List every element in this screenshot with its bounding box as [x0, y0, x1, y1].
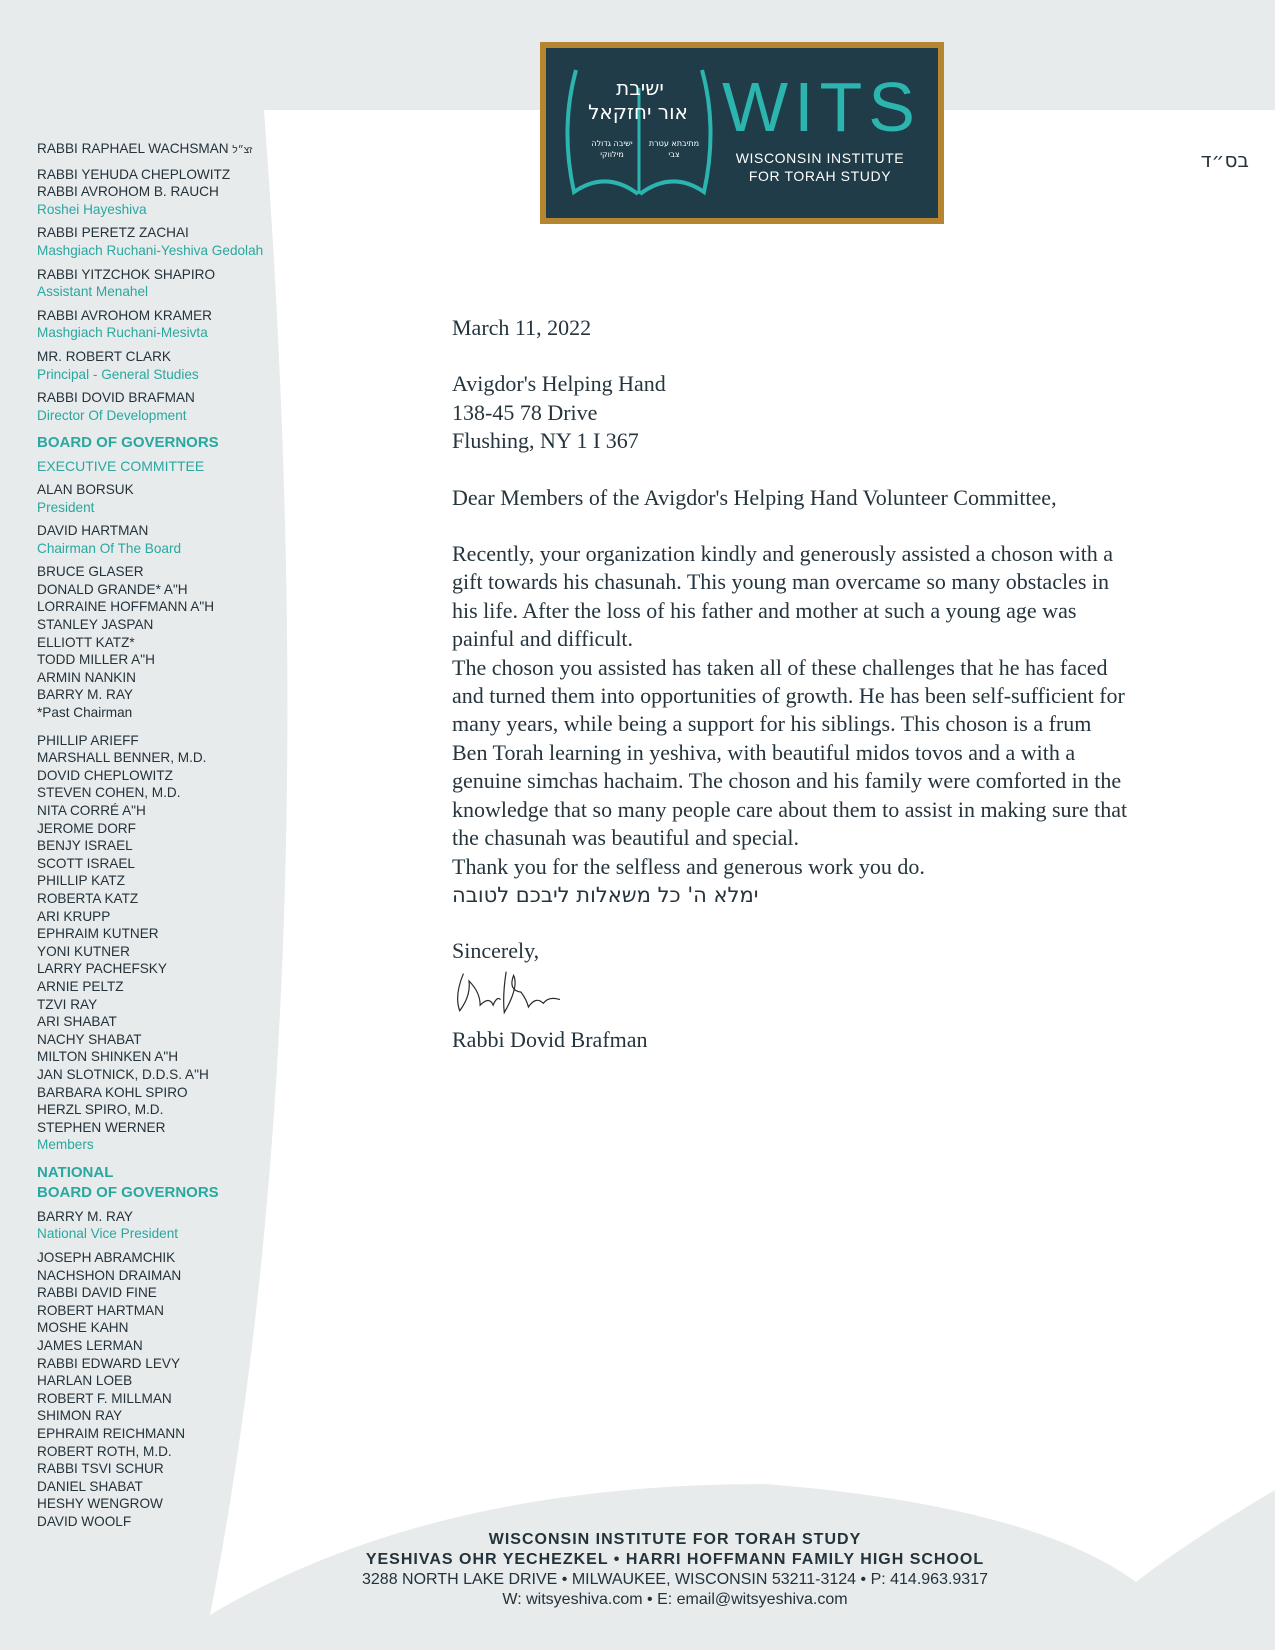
person-role: Assistant Menahel — [37, 284, 149, 300]
person-name: DAVID WOOLF — [37, 1513, 132, 1529]
founder-honorific: זצ״ל — [232, 145, 253, 156]
roster-entry — [37, 389, 297, 424]
logo-hebrew-line-1: ישיבת — [616, 76, 664, 100]
letter-date: March 11, 2022 — [452, 315, 592, 340]
roster-entry — [37, 166, 297, 219]
person-name: RABBI TSVI SCHUR — [37, 1461, 164, 1477]
person-name: RABBI DOVID BRAFMAN — [37, 390, 195, 406]
national-vp-name: BARRY M. RAY — [37, 1208, 133, 1224]
person-name: RABBI AVROHOM B. RAUCH — [37, 184, 219, 200]
person-name: DANIEL SHABAT — [37, 1478, 143, 1494]
executive-heading: EXECUTIVE COMMITTEE — [37, 458, 205, 475]
founder-entry — [37, 140, 297, 160]
recipient-line-2: 138-45 78 Drive — [452, 399, 598, 425]
person-role: Mashgiach Ruchani-Yeshiva Gedolah — [37, 242, 264, 258]
person-name: DOVID CHEPLOWITZ — [37, 767, 173, 783]
past-chairmen-list — [37, 563, 297, 704]
person-name: LARRY PACHEFSKY — [37, 961, 167, 977]
footer-address: 3288 NORTH LAKE DRIVE • MILWAUKEE, WISCONSIN 53211-3124 • P: 414.963.9317 — [362, 1571, 988, 1588]
signer-name: Rabbi Dovid Brafman — [452, 1026, 648, 1052]
person-name: SHIMON RAY — [37, 1408, 123, 1424]
person-name: ELLIOTT KATZ* — [37, 634, 135, 650]
national-heading-2: BOARD OF GOVERNORS — [37, 1183, 219, 1201]
person-name: PHILLIP KATZ — [37, 873, 125, 889]
recipient-line-1: Avigdor's Helping Hand — [452, 371, 666, 397]
person-name: ROBERT ROTH, M.D. — [37, 1443, 172, 1459]
person-name: MILTON SHINKEN A"H — [37, 1049, 179, 1065]
person-role: Roshei Hayeshiva — [37, 201, 147, 217]
board-heading: BOARD OF GOVERNORS — [37, 434, 219, 452]
national-heading-1: NATIONAL — [37, 1163, 114, 1181]
hebrew-blessing: ימלא ה' כל משאלות ליבכם לטובה — [452, 882, 759, 907]
logo-wordmark: WITS — [722, 68, 921, 146]
person-name: JAMES LERMAN — [37, 1338, 143, 1354]
person-name: ROBERTA KATZ — [37, 890, 139, 906]
footer-web-email: W: witsyeshiva.com • E: email@witsyeshiva.com — [502, 1591, 848, 1608]
person-name: BENJY ISRAEL — [37, 838, 133, 854]
person-name: TZVI RAY — [37, 996, 98, 1012]
person-name: HERZL SPIRO, M.D. — [37, 1102, 164, 1118]
person-name: NACHY SHABAT — [37, 1031, 142, 1047]
letterhead-footer — [290, 1530, 1060, 1610]
recipient-line-3: Flushing, NY 1 I 367 — [452, 428, 639, 454]
person-name: JAN SLOTNICK, D.D.S. A"H — [37, 1066, 209, 1082]
person-name: NACHSHON DRAIMAN — [37, 1267, 182, 1283]
person-name: BRUCE GLASER — [37, 564, 144, 580]
roster-entry — [37, 522, 297, 557]
roster-entry — [37, 266, 297, 301]
roster-entry — [37, 307, 297, 342]
person-name: RABBI YITZCHOK SHAPIRO — [37, 266, 216, 282]
person-name: TODD MILLER A"H — [37, 652, 155, 668]
person-name: EPHRAIM REICHMANN — [37, 1426, 186, 1441]
person-name: ARNIE PELTZ — [37, 978, 124, 994]
person-name: STEVEN COHEN, M.D. — [37, 785, 181, 801]
person-name: ALAN BORSUK — [37, 481, 134, 497]
thanks-line: Thank you for the selfless and generous work you do. — [452, 853, 925, 879]
person-name: NITA CORRÉ A"H — [37, 803, 146, 818]
logo-hebrew-line-2: אור יחזקאל — [588, 100, 688, 124]
executive-list — [37, 481, 297, 557]
person-role: President — [37, 499, 95, 515]
national-vp-entry — [37, 1208, 297, 1243]
wits-logo — [540, 42, 944, 224]
person-name: RABBI PERETZ ZACHAI — [37, 225, 189, 241]
person-name: YONI KUTNER — [37, 943, 130, 959]
person-name: ROBERT F. MILLMAN — [37, 1390, 172, 1406]
person-name: LORRAINE HOFFMANN A"H — [37, 599, 215, 615]
past-chairman-note: *Past Chairman — [37, 705, 133, 721]
person-role: Mashgiach Ruchani-Mesivta — [37, 325, 208, 341]
person-name: MOSHE KAHN — [37, 1320, 129, 1336]
person-name: BARRY M. RAY — [37, 687, 133, 703]
person-name: MARSHALL BENNER, M.D. — [37, 750, 207, 766]
person-name: ARMIN NANKIN — [37, 669, 136, 685]
person-name: JOSEPH ABRAMCHIK — [37, 1250, 176, 1266]
person-name: BARBARA KOHL SPIRO — [37, 1084, 188, 1100]
roster-entry — [37, 224, 297, 259]
paragraph-1: Recently, your organization kindly and generously assisted a choson with a gift towards his chasunah. This young man overcame so many obstacles in his life. After the loss of his father and mother at such a young age was painful and difficult. — [452, 541, 1114, 652]
logo-small-left: מתיבתא עטרת צבי — [648, 139, 700, 159]
person-name: PHILLIP ARIEFF — [37, 732, 139, 748]
person-name: RABBI DAVID FINE — [37, 1285, 157, 1301]
person-name: RABBI EDWARD LEVY — [37, 1355, 181, 1371]
roster-entry — [37, 348, 297, 383]
footer-schools: YESHIVAS OHR YECHEZKEL • HARRI HOFFMANN FAMILY HIGH SCHOOL — [365, 1551, 985, 1568]
closing: Sincerely, — [452, 938, 540, 964]
person-name: HESHY WENGROW — [37, 1496, 163, 1512]
besd-mark: בס״ד — [1200, 148, 1249, 172]
members-list — [37, 732, 297, 1137]
person-name: JEROME DORF — [37, 820, 136, 836]
person-name: ARI KRUPP — [37, 908, 111, 924]
person-name: RABBI AVROHOM KRAMER — [37, 307, 212, 323]
roster-entry — [37, 481, 297, 516]
members-label: Members — [37, 1137, 94, 1153]
person-name: DAVID HARTMAN — [37, 523, 149, 539]
person-role: Chairman Of The Board — [37, 540, 182, 556]
signature-image — [452, 968, 564, 1020]
person-name: ARI SHABAT — [37, 1014, 117, 1030]
leadership-list — [37, 166, 297, 425]
sidebar-roster — [37, 140, 297, 1531]
national-vp-role: National Vice President — [37, 1226, 179, 1242]
person-name: DONALD GRANDE* A"H — [37, 581, 188, 597]
person-name: MR. ROBERT CLARK — [37, 348, 171, 364]
person-name: STANLEY JASPAN — [37, 617, 154, 633]
logo-subtitle-line-2: FOR TORAH STUDY — [748, 168, 892, 184]
person-name: SCOTT ISRAEL — [37, 855, 135, 871]
person-name: STEPHEN WERNER — [37, 1119, 166, 1135]
person-name: RABBI YEHUDA CHEPLOWITZ — [37, 166, 231, 182]
person-role: Director Of Development — [37, 407, 187, 423]
person-name: ROBERT HARTMAN — [37, 1302, 164, 1318]
salutation: Dear Members of the Avigdor's Helping Hand Volunteer Committee, — [452, 484, 1057, 510]
paragraph-2: The choson you assisted has taken all of these challenges that he has faced and turned them into opportunities of growth. He has been self-sufficient for many years, while being a support for his siblings. This choson is a frum Ben Torah learning in yeshiva, with beautiful midos tovos and a with a genuine simchas hachaim. The choson and his family were comforted in the knowledge that so many people care about them to assist in making sure that the chasunah was beautiful and special. — [452, 654, 1128, 851]
footer-institution: WISCONSIN INSTITUTE FOR TORAH STUDY — [488, 1531, 862, 1548]
person-name: EPHRAIM KUTNER — [37, 926, 159, 942]
letter-body — [452, 314, 1132, 1054]
person-name: HARLAN LOEB — [37, 1373, 133, 1389]
person-role: Principal - General Studies — [37, 366, 199, 382]
logo-subtitle-line-1: WISCONSIN INSTITUTE — [735, 150, 905, 166]
founder-name: RABBI RAPHAEL WACHSMAN — [37, 141, 229, 156]
national-members-list — [37, 1249, 297, 1531]
logo-small-right: ישיבה גדולה מילווקי — [591, 139, 633, 159]
